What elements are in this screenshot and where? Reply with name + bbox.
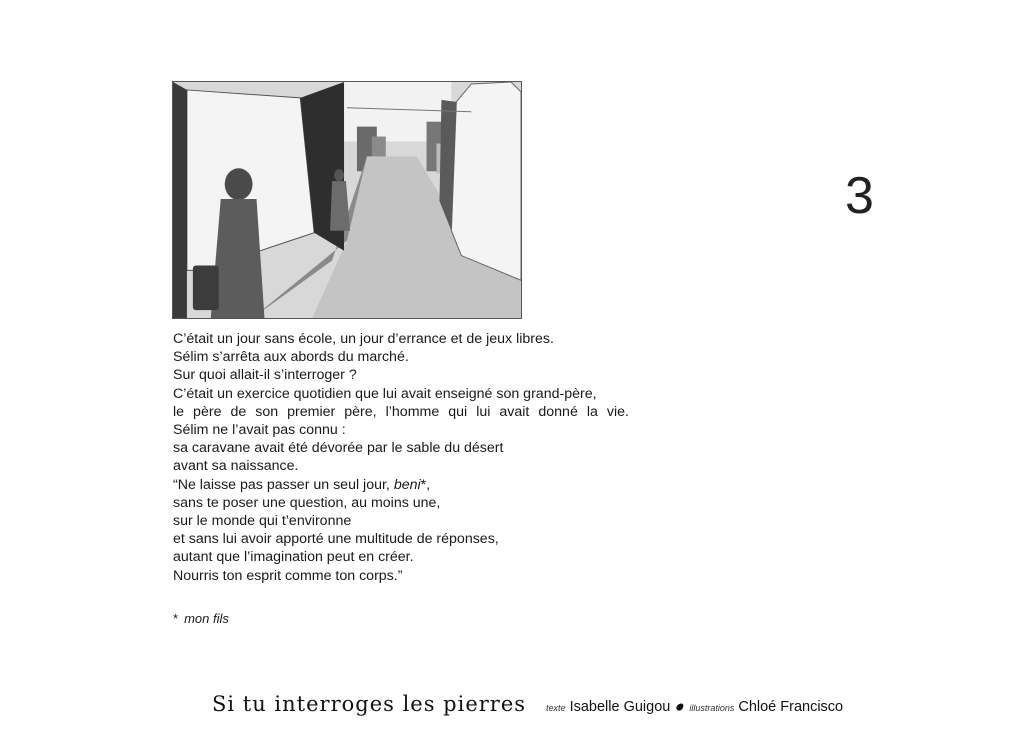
poem-line-beni — [173, 476, 643, 494]
illustrations-label: illustrations — [689, 703, 735, 713]
poem-line: Sélim s’arrêta aux abords du marché. — [173, 349, 409, 366]
beni-word: beni — [393, 476, 421, 493]
poem-line: avant sa naissance. — [173, 458, 299, 475]
book-title: Si tu interroges les pierres — [212, 692, 527, 716]
poem-line: Sur quoi allait-il s’interroger ? — [173, 367, 357, 384]
street-scene-illustration — [172, 81, 522, 319]
illustrator-name: Chloé Francisco — [738, 699, 844, 715]
poem-text — [173, 330, 643, 585]
drop-icon — [675, 702, 685, 712]
poem-line: C’était un exercice quotidien que lui avait enseigné son grand-père, — [173, 385, 597, 402]
text-label: texte — [546, 703, 566, 713]
poem-line: Sélim ne l’avait pas connu : — [173, 422, 346, 439]
poem-line: sans te poser une question, au moins une, — [173, 494, 441, 511]
author-name: Isabelle Guigou — [569, 699, 671, 715]
footnote-text: mon fils — [184, 611, 229, 626]
poem-line: autant que l’imagination peut en créer. — [173, 549, 414, 566]
page-number: 3 — [845, 167, 874, 225]
footnote — [173, 611, 229, 626]
poem-line: sur le monde qui t’environne — [173, 513, 352, 530]
poem-line: et sans lui avoir apporté une multitude de réponses, — [173, 531, 499, 548]
beni-suffix: *, — [420, 476, 431, 493]
illustration-drawing — [173, 82, 521, 318]
footnote-marker: * — [173, 611, 179, 626]
poem-line: Nourris ton esprit comme ton corps.” — [173, 567, 403, 584]
poem-line: sa caravane avait été dévorée par le sable du désert — [173, 440, 504, 457]
footer — [212, 692, 843, 716]
poem-line: le père de son premier père, l’homme qui lui avait donné la vie. — [173, 403, 629, 420]
poem-line-start: “Ne laisse pas passer un seul jour, — [173, 476, 394, 493]
poem-line: C’était un jour sans école, un jour d’errance et de jeux libres. — [173, 331, 554, 347]
